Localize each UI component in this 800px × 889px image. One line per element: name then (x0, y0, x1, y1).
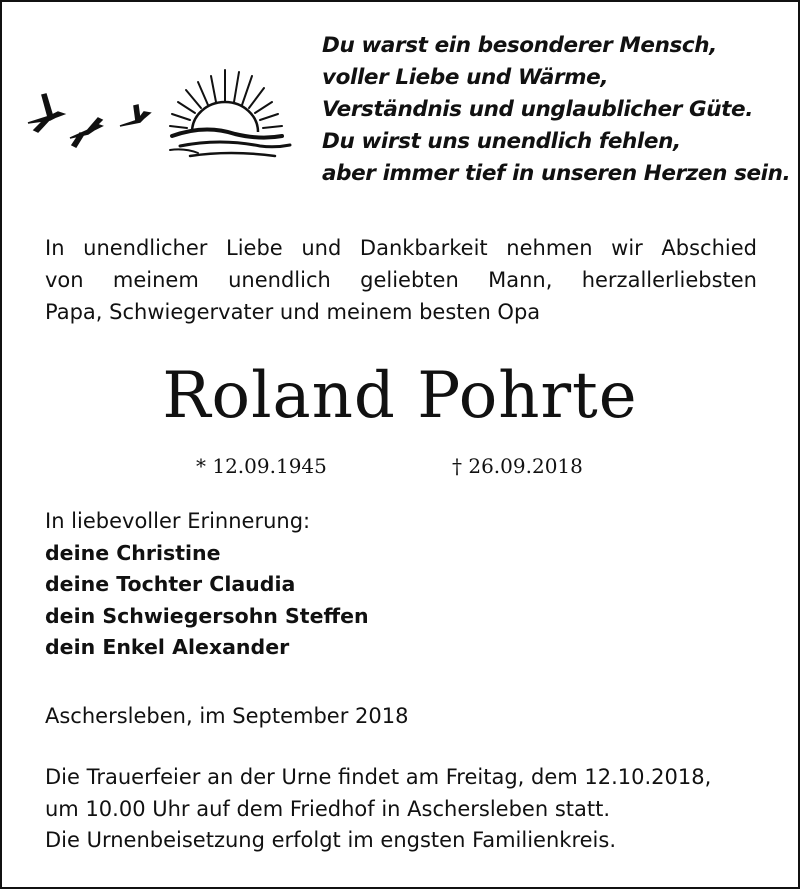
intro-text (45, 232, 757, 328)
mourner-name: deine Tochter Claudia (45, 572, 296, 596)
funeral-line: Die Urnenbeisetzung erfolgt im engsten Familienkreis. (45, 828, 616, 852)
memory-heading: In liebevoller Erinnerung: (45, 509, 311, 533)
intro-line: von meinem unendlich geliebten Mann, herzallerliebsten (45, 268, 757, 292)
poem (322, 30, 792, 190)
birds-and-sunset-icon (20, 50, 320, 170)
mourner-name: dein Enkel Alexander (45, 635, 290, 659)
deceased-name: Roland Pohrte (162, 359, 638, 433)
funeral-line: Die Trauerfeier an der Urne findet am Freitag, dem 12.10.2018, (45, 765, 712, 789)
birth-date: * 12.09.1945 (196, 454, 327, 478)
poem-line: voller Liebe und Wärme, (322, 65, 609, 90)
memory-section (45, 506, 645, 664)
death-date: † 26.09.2018 (452, 454, 583, 478)
mourner-name: dein Schwiegersohn Steffen (45, 603, 369, 628)
poem-line: Verständnis und unglaublicher Güte. (322, 97, 754, 122)
intro-line: Papa, Schwiegervater und meinem besten Opa (45, 300, 541, 324)
poem-line: aber immer tief in unseren Herzen sein. (322, 161, 791, 186)
funeral-info (45, 762, 765, 857)
intro-line: In unendlicher Liebe und Dankbarkeit nehmen wir Abschied (45, 236, 757, 260)
funeral-line: um 10.00 Uhr auf dem Friedhof in Aschersleben statt. (45, 796, 611, 821)
poem-line: Du wirst uns unendlich fehlen, (322, 129, 681, 154)
mourner-name: deine Christine (45, 540, 221, 565)
place-and-date: Aschersleben, im September 2018 (45, 704, 409, 728)
poem-line: Du warst ein besonderer Mensch, (322, 33, 717, 58)
